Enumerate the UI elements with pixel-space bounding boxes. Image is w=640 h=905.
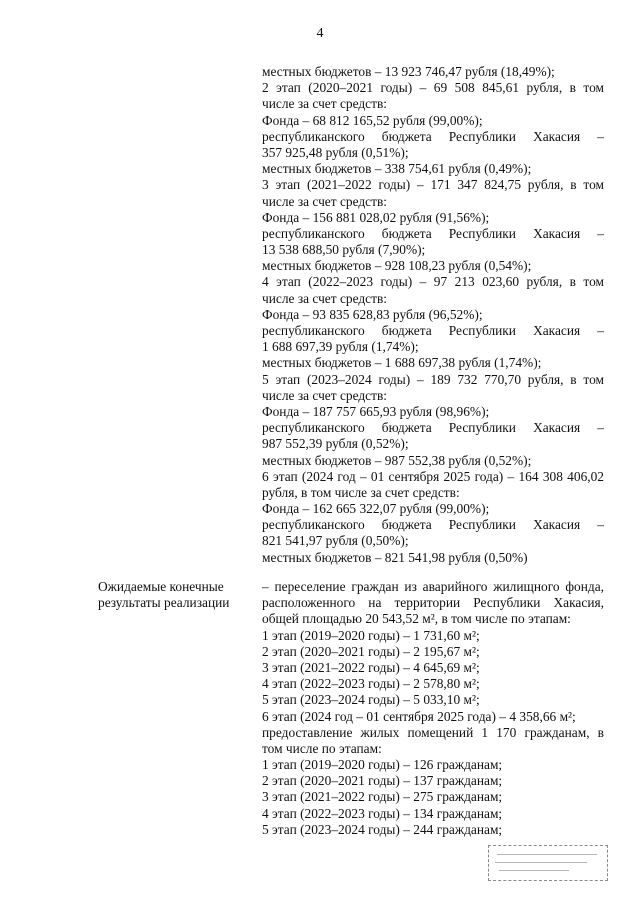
result-line: 4 этап (2022–2023 годы) – 134 гражданам; bbox=[262, 805, 503, 821]
stamp-mark bbox=[488, 845, 608, 881]
funding-line: Фонда – 162 665 322,07 рубля (99,00%); bbox=[262, 501, 490, 517]
result-line: 3 этап (2021–2022 годы) – 275 гражданам; bbox=[262, 789, 503, 805]
result-line: 4 этап (2022–2023 годы) – 2 578,80 м²; bbox=[262, 676, 480, 692]
funding-line: местных бюджетов – 1 688 697,38 рубля (1,74%); bbox=[262, 355, 542, 371]
result-line: 5 этап (2023–2024 годы) – 244 гражданам; bbox=[262, 821, 503, 837]
funding-line: местных бюджетов – 987 552,38 рубля (0,52%); bbox=[262, 452, 532, 468]
funding-line: Фонда – 68 812 165,52 рубля (99,00%); bbox=[262, 112, 483, 128]
result-line: – переселение граждан из аварийного жилищного фонда, bbox=[262, 579, 604, 594]
funding-line: республиканского бюджета Республики Хакасия – bbox=[262, 128, 604, 144]
results-label bbox=[98, 579, 248, 611]
result-line: общей площадью 20 543,52 м², в том числе по этапам: bbox=[262, 611, 571, 627]
funding-line: Фонда – 187 757 665,93 рубля (98,96%); bbox=[262, 403, 490, 419]
funding-line: 13 538 688,50 рубля (7,90%); bbox=[262, 242, 426, 258]
results-block bbox=[262, 579, 604, 838]
funding-line: Фонда – 93 835 628,83 рубля (96,52%); bbox=[262, 306, 483, 322]
funding-line: числе за счет средств: bbox=[262, 96, 388, 112]
funding-line: местных бюджетов – 821 541,98 рубля (0,50%) bbox=[262, 549, 528, 565]
funding-line: числе за счет средств: bbox=[262, 193, 388, 209]
funding-line: 2 этап (2020–2021 годы) – 69 508 845,61 рубля, в том bbox=[262, 80, 604, 96]
result-line: том числе по этапам: bbox=[262, 740, 382, 756]
funding-line: 3 этап (2021–2022 годы) – 171 347 824,75 рубля, в том bbox=[262, 177, 604, 193]
funding-line: 987 552,39 рубля (0,52%); bbox=[262, 436, 409, 452]
funding-line: числе за счет средств: bbox=[262, 387, 388, 403]
funding-block bbox=[262, 64, 604, 566]
funding-line: республиканского бюджета Республики Хакасия – bbox=[262, 225, 604, 241]
funding-line: 1 688 697,39 рубля (1,74%); bbox=[262, 339, 419, 355]
funding-line: республиканского бюджета Республики Хакасия – bbox=[262, 420, 604, 436]
funding-line: республиканского бюджета Республики Хакасия – bbox=[262, 517, 604, 533]
funding-line: Фонда – 156 881 028,02 рубля (91,56%); bbox=[262, 209, 490, 225]
funding-line: 4 этап (2022–2023 годы) – 97 213 023,60 рубля, в том bbox=[262, 274, 604, 290]
funding-line: местных бюджетов – 13 923 746,47 рубля (18,49%); bbox=[262, 64, 555, 79]
funding-line: числе за счет средств: bbox=[262, 290, 388, 306]
results-label-line: Ожидаемые конечные bbox=[98, 579, 224, 594]
results-label-line: результаты реализации bbox=[98, 595, 230, 611]
funding-line: 5 этап (2023–2024 годы) – 189 732 770,70 рубля, в том bbox=[262, 371, 604, 387]
funding-line: местных бюджетов – 928 108,23 рубля (0,54%); bbox=[262, 258, 532, 274]
funding-line: местных бюджетов – 338 754,61 рубля (0,49%); bbox=[262, 161, 532, 177]
funding-line: 6 этап (2024 год – 01 сентября 2025 года) – 164 308 406,02 bbox=[262, 468, 604, 484]
funding-line: 821 541,97 рубля (0,50%); bbox=[262, 533, 409, 549]
page-number: 4 bbox=[316, 26, 324, 41]
result-line: 6 этап (2024 год – 01 сентября 2025 года) – 4 358,66 м²; bbox=[262, 708, 576, 724]
result-line: 1 этап (2019–2020 годы) – 1 731,60 м²; bbox=[262, 627, 480, 643]
result-line: 3 этап (2021–2022 годы) – 4 645,69 м²; bbox=[262, 659, 480, 675]
result-line: 2 этап (2020–2021 годы) – 2 195,67 м²; bbox=[262, 643, 480, 659]
result-line: предоставление жилых помещений 1 170 гражданам, в bbox=[262, 724, 604, 740]
result-line: расположенного на территории Республики Хакасия, bbox=[262, 595, 604, 611]
result-line: 2 этап (2020–2021 годы) – 137 гражданам; bbox=[262, 773, 503, 789]
funding-line: 357 925,48 рубля (0,51%); bbox=[262, 144, 409, 160]
result-line: 5 этап (2023–2024 годы) – 5 033,10 м²; bbox=[262, 692, 480, 708]
funding-line: республиканского бюджета Республики Хакасия – bbox=[262, 323, 604, 338]
result-line: 1 этап (2019–2020 годы) – 126 гражданам; bbox=[262, 757, 503, 773]
funding-line: рубля, в том числе за счет средств: bbox=[262, 484, 460, 500]
